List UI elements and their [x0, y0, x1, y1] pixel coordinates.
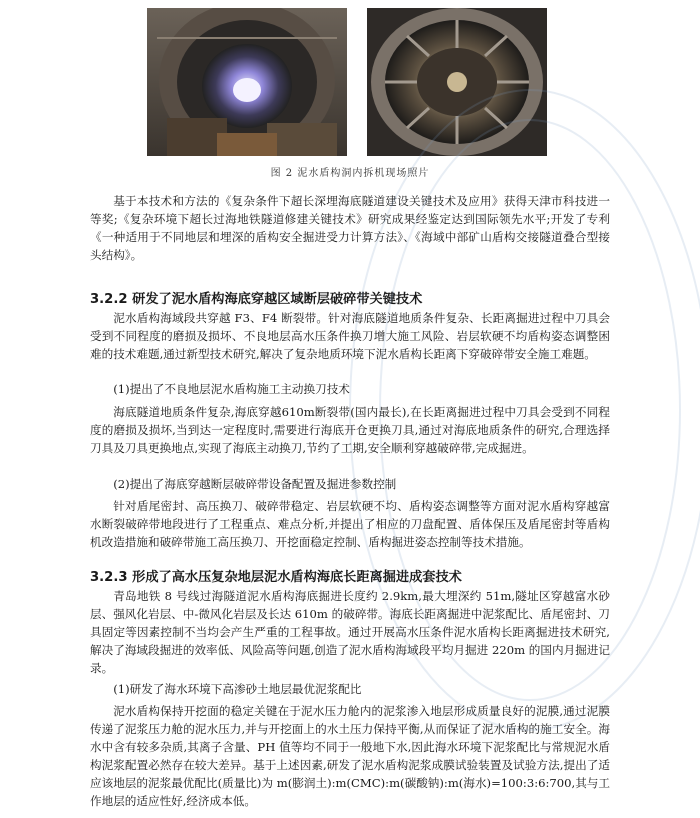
- section-323-heading: 3.2.3 形成了高水压复杂地层泥水盾构海底长距离掘进成套技术: [90, 570, 462, 585]
- intro-paragraph: [90, 192, 610, 264]
- section-322-para2: [90, 403, 610, 457]
- section-322-para1: [90, 309, 610, 363]
- section-322-sub1: (1)提出了不良地层泥水盾构施工主动换刀技术: [113, 382, 350, 396]
- section-322-para3: [90, 497, 610, 551]
- section-323-para1: [90, 587, 610, 677]
- intro-text: 基于本技术和方法的《复杂条件下超长深埋海底隧道建设关键技术及应用》获得天津市科技进一等奖;《复杂环境下超长过海地铁隧道修建关键技术》研究成果经鉴定达到国际领先水平;开发了专利《一种适用于不同地层和埋深的盾构安全掘进受力计算方法》、《海域中部矿山盾构交接隧道叠合型接头结构》。: [90, 194, 610, 262]
- section-323-sub1: (1)研发了海水环境下高渗砂土地层最优泥浆配比: [113, 682, 362, 696]
- section-322-heading: 3.2.2 研发了泥水盾构海底穿越区域断层破碎带关键技术: [90, 292, 423, 307]
- section-322-para3-text: 针对盾尾密封、高压换刀、破碎带稳定、岩层软硬不均、盾构姿态调整等方面对泥水盾构穿越富水断裂破碎带地段进行了工程重点、难点分析,并提出了相应的刀盘配置、盾体保压及盾尾密封等盾构机改造措施和破碎带施工高压换刀、开挖面稳定控制、盾构掘进姿态控制等技术措施。: [90, 499, 610, 549]
- figure-photos: [147, 8, 547, 156]
- tunnel-photo-left: [147, 8, 347, 156]
- figure-caption: 图 2 泥水盾构洞内拆机现场照片: [270, 168, 430, 179]
- section-323-para2: [90, 702, 610, 810]
- section-323-para2-text: 泥水盾构保持开挖面的稳定关键在于泥水压力舱内的泥浆渗入地层形成质量良好的泥膜,通过泥膜传递了泥浆压力舱的泥水压力,并与开挖面上的水土压力保持平衡,从而保证了泥水盾构的施工安全。海水中含有较多杂质,其离子含量、PH 值等均不同于一般地下水,因此海水环境下泥浆配比与常规泥水盾构泥浆配置必然存在较大差异。基于上述因素,研发了泥水盾构泥浆成膜试验装置及试验方法,提出了适应该地层的泥浆最优配比(质量比)为 m(膨润土):m(CMC):m(碳酸钠):m(海水)=100:3:6:700,其与工作地层的适应性好,经济成本低。: [90, 704, 610, 808]
- section-322-para2-text: 海底隧道地质条件复杂,海底穿越610m断裂带(国内最长),在长距离掘进过程中刀具会受到不同程度的磨损及损坏,当到达一定程度时,需要进行海底开仓更换刀具,通过对海底地质条件的研究,合理选择刀具及刀具更换地点,实现了海底主动换刀,节约了工期,安全顺利穿越破碎带,完成掘进。: [90, 405, 610, 455]
- section-323-para1-text: 青岛地铁 8 号线过海隧道泥水盾构海底掘进长度约 2.9km,最大埋深约 51m,隧址区穿越富水砂层、强风化岩层、中-微风化岩层及长达 610m 的破碎带。海底长距离掘进中泥浆配比、盾尾密封、刀具固定等因素控制不当均会产生严重的工程事故。通过开展高水压条件泥水盾构长距离掘进技术研究,解决了海域段掘进的效率低、风险高等问题,创造了泥水盾构海域段平均月掘进 220m 的国内月掘进记录。: [90, 589, 610, 675]
- tunnel-photo-right: [367, 8, 547, 156]
- section-322-para1-text: 泥水盾构海域段共穿越 F3、F4 断裂带。针对海底隧道地质条件复杂、长距离掘进过程中刀具会受到不同程度的磨损及损坏、不良地层高水压条件换刀增大施工风险、岩层软硬不均盾构姿态调整困难的技术难题,通过新型技术研究,解决了复杂地质环境下泥水盾构长距离下穿破碎带安全施工难题。: [90, 311, 610, 361]
- section-322-sub2: (2)提出了海底穿越断层破碎带设备配置及掘进参数控制: [113, 477, 397, 491]
